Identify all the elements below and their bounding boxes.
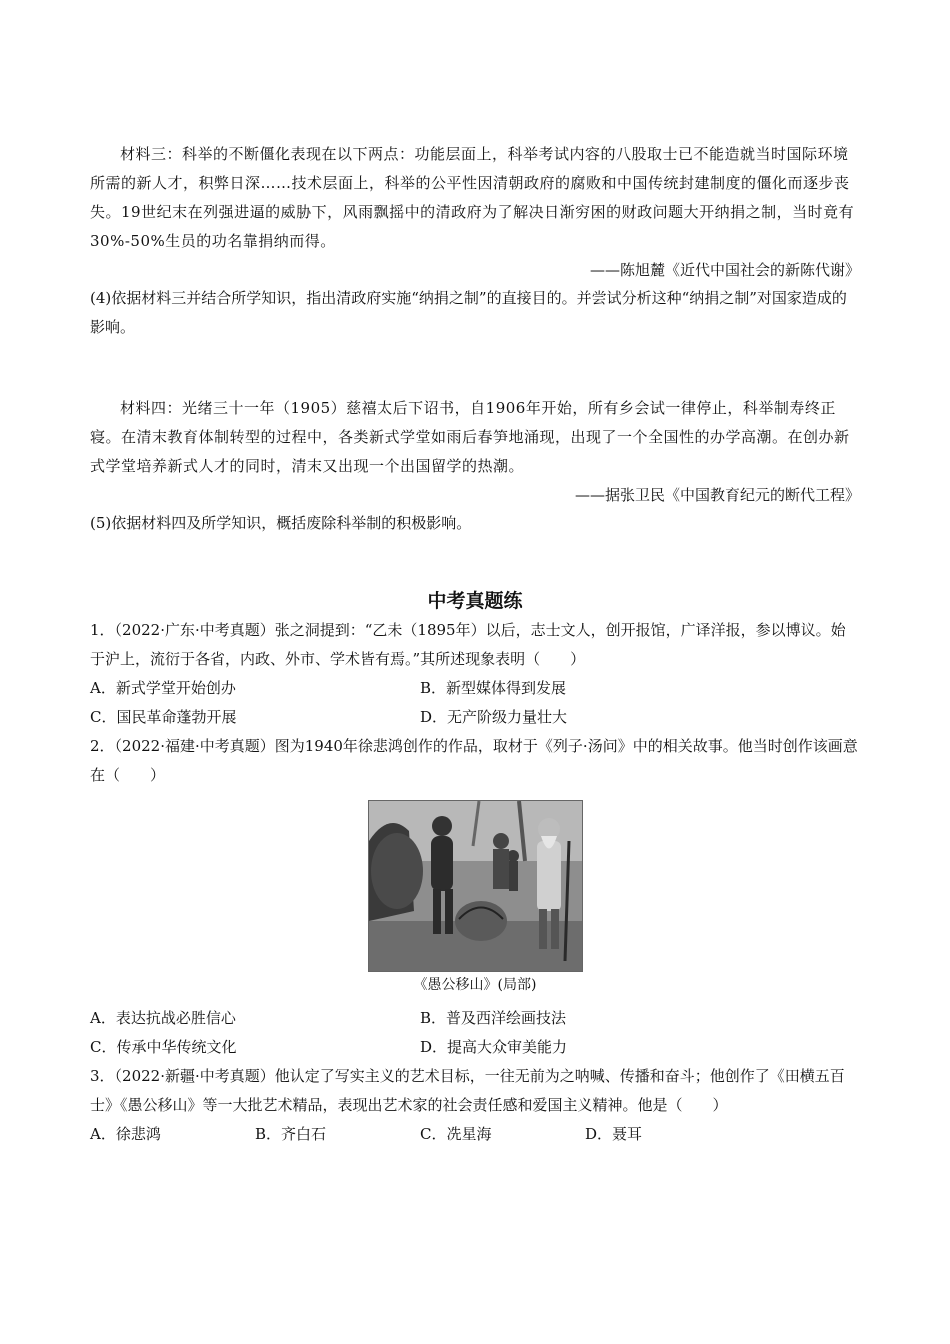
section-title: 中考真题练 xyxy=(427,590,523,612)
painting-figure xyxy=(368,800,583,996)
question-5: (5)依据材料四及所学知识，概括废除科举制的积极影响。 xyxy=(90,514,472,532)
q2-option-d[interactable]: D．提高大众审美能力 xyxy=(420,1038,568,1056)
q2-stem: 2．（2022·福建·中考真题）图为1940年徐悲鸿创作的作品，取材于《列子·汤问》中的相关故事。他当时创作该画意在（ ） xyxy=(90,737,858,784)
q1-options-row-2 xyxy=(90,703,860,732)
q2-option-c[interactable]: C．传承中华传统文化 xyxy=(90,1038,237,1056)
q2-options-row-1 xyxy=(90,1004,860,1033)
question-4: (4)依据材料三并结合所学知识，指出清政府实施“纳捐之制”的直接目的。并尝试分析这种“纳捐之制”对国家造成的影响。 xyxy=(90,289,847,336)
painting-image xyxy=(368,800,583,972)
document-page xyxy=(90,140,860,1149)
material-3-source: ——陈旭麓《近代中国社会的新陈代谢》 xyxy=(589,261,860,279)
q1-option-a[interactable]: A．新式学堂开始创办 xyxy=(90,679,236,697)
q3-options-row xyxy=(90,1120,860,1149)
q3-option-c[interactable]: C．冼星海 xyxy=(420,1125,492,1143)
q1-option-b[interactable]: B．新型媒体得到发展 xyxy=(420,679,567,697)
q1-stem: 1．（2022·广东·中考真题）张之洞提到：“乙未（1895年）以后，志士文人，创开报馆，广译洋报，参以博议。始于沪上，流衍于各省，内政、外市、学术皆有焉。”其所述现象表明（ ） xyxy=(90,621,846,668)
q1-option-c[interactable]: C．国民革命蓬勃开展 xyxy=(90,708,237,726)
q3-option-d[interactable]: D．聂耳 xyxy=(585,1125,643,1143)
q2-option-b[interactable]: B．普及西洋绘画技法 xyxy=(420,1009,567,1027)
material-4-source: ——据张卫民《中国教育纪元的断代工程》 xyxy=(574,486,860,504)
material-3-text: 材料三：科举的不断僵化表现在以下两点：功能层面上，科举考试内容的八股取士已不能造就当时国际环境所需的新人才，积弊日深……技术层面上，科举的公平性因清朝政府的腐败和中国传统封建制度的僵化而逐步丧失。19世纪末在列强进逼的威胁下，风雨飘摇中的清政府为了解决日渐穷困的财政问题大开纳捐之制，当时竟有30%-50%生员的功名靠捐纳而得。 xyxy=(90,145,855,250)
q3-stem: 3．（2022·新疆·中考真题）他认定了写实主义的艺术目标，一往无前为之呐喊、传播和奋斗；他创作了《田横五百士》《愚公移山》等一大批艺术精品，表现出艺术家的社会责任感和爱国主义精神。他是（ ） xyxy=(90,1067,845,1114)
q1-option-d[interactable]: D．无产阶级力量壮大 xyxy=(420,708,568,726)
q3-option-a[interactable]: A．徐悲鸿 xyxy=(90,1125,161,1143)
material-4-text: 材料四：光绪三十一年（1905）慈禧太后下诏书，自1906年开始，所有乡会试一律停止，科举制寿终正寝。在清末教育体制转型的过程中，各类新式学堂如雨后春笋地涌现，出现了一个全国性的办学高潮。在创办新式学堂培养新式人才的同时，清末又出现一个出国留学的热潮。 xyxy=(90,399,850,475)
q3-option-b[interactable]: B．齐白石 xyxy=(255,1125,327,1143)
q2-options-row-2 xyxy=(90,1033,860,1062)
q1-options-row-1 xyxy=(90,674,860,703)
painting-caption: 《愚公移山》(局部) xyxy=(413,977,537,993)
q2-option-a[interactable]: A．表达抗战必胜信心 xyxy=(90,1009,236,1027)
